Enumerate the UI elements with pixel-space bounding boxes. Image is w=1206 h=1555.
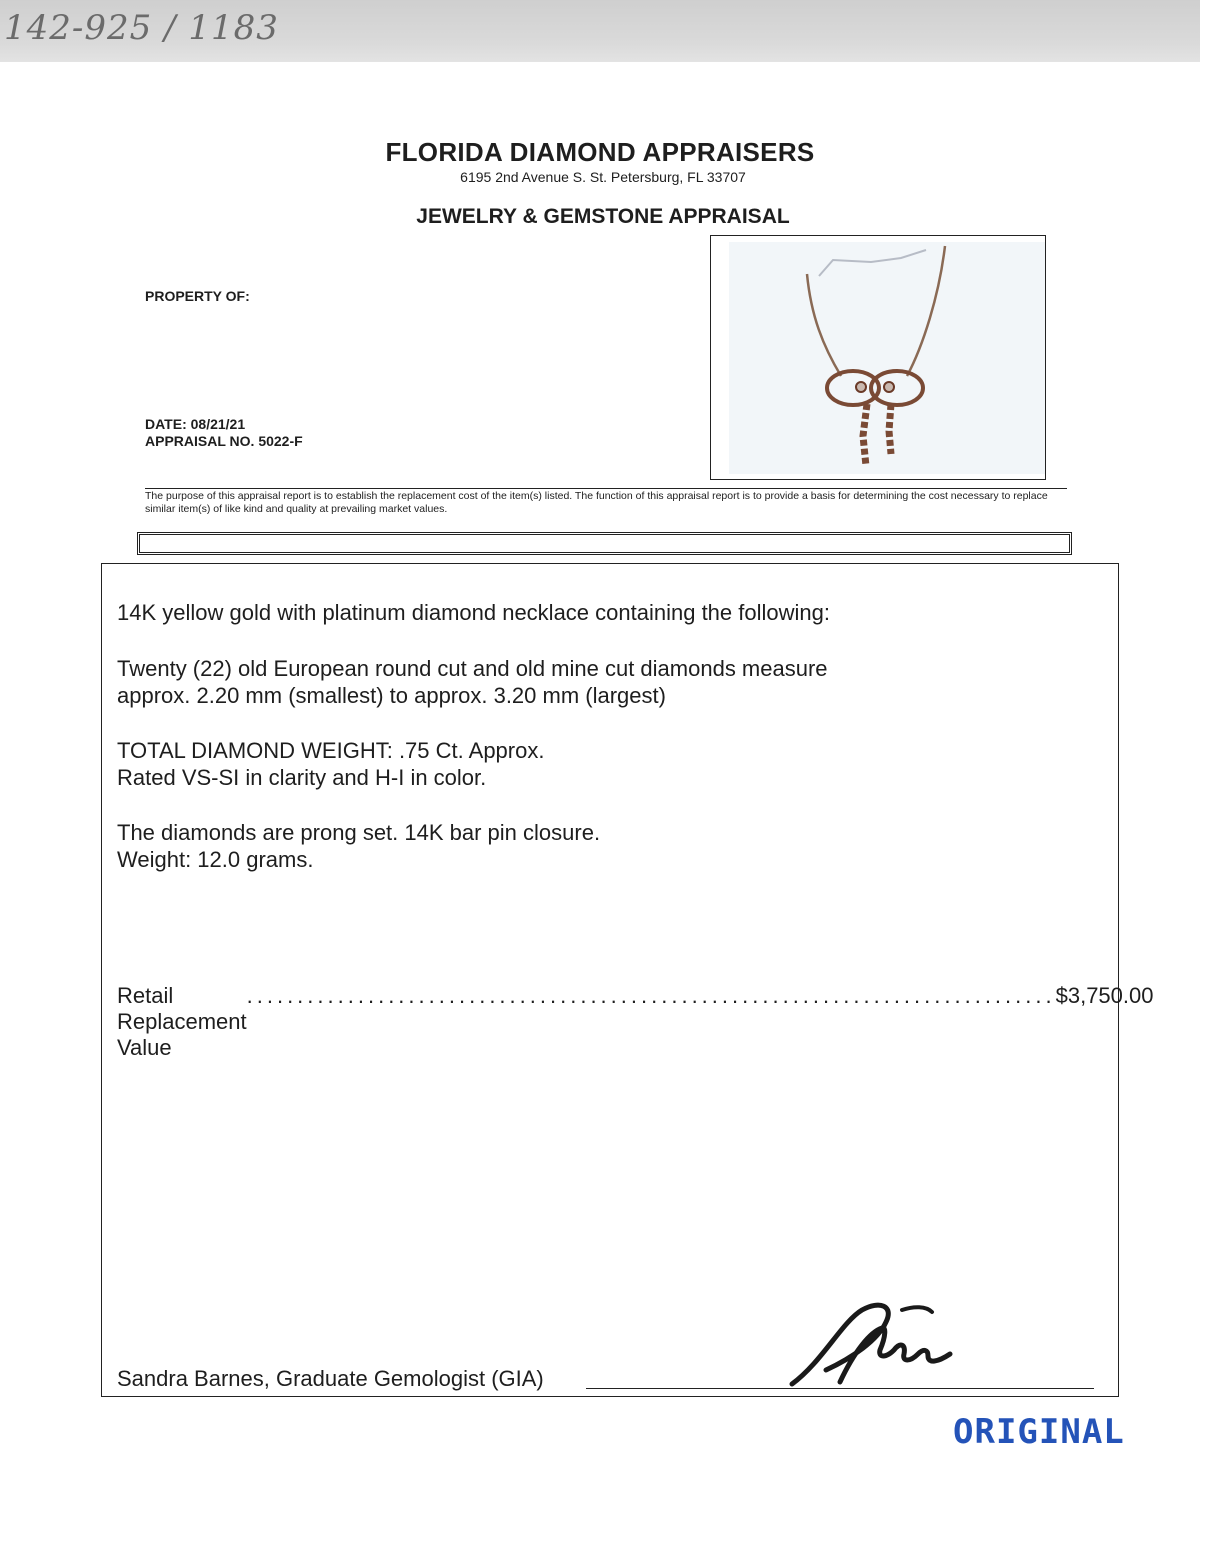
company-name: FLORIDA DIAMOND APPRAISERS [385,137,815,167]
necklace-photo-icon [711,236,1045,479]
decorative-double-box [137,532,1072,555]
valuation-label: Retail Replacement Value [117,983,247,1060]
item-weight: Weight: 12.0 grams. [117,847,314,872]
company-address: 6195 2nd Avenue S. St. Petersburg, FL 33707 [460,169,746,185]
dot-leader: ................................................................................ [246,983,1056,1008]
valuation-amount: $3,750.00 [1055,983,1154,1008]
item-intro: 14K yellow gold with platinum diamond necklace containing the following: [117,600,830,625]
diamonds-description-line1: Twenty (22) old European round cut and old mine cut diamonds measure [117,656,828,681]
diamonds-description-line2: approx. 2.20 mm (smallest) to approx. 3.20 mm (largest) [117,683,666,708]
report-title: JEWELRY & GEMSTONE APPRAISAL [416,205,790,228]
diamond-rating: Rated VS-SI in clarity and H-I in color. [117,765,487,790]
date-value: 08/21/21 [190,416,246,432]
total-diamond-weight: TOTAL DIAMOND WEIGHT: .75 Ct. Approx. [117,738,545,763]
appraisal-number-value: 5022-F [258,433,303,449]
date-label: DATE: [145,416,187,432]
item-photo-frame [710,235,1046,480]
appraisal-number-label: APPRAISAL NO. [145,433,255,449]
original-stamp: ORIGINAL [953,1412,1125,1452]
setting-description: The diamonds are prong set. 14K bar pin closure. [117,820,601,845]
property-of-label: PROPERTY OF: [145,288,250,304]
signer-name: Sandra Barnes, Graduate Gemologist (GIA) [117,1366,544,1391]
date-field [145,416,245,432]
purpose-divider [145,488,1067,489]
purpose-statement: The purpose of this appraisal report is to establish the replacement cost of the item(s) listed. The function of this appraisal report is to provide a basis for determining the cost necessary to replace similar item(s) of like kind and quality at prevailing market values. [145,490,1048,515]
retail-replacement-value-line [117,983,1154,1061]
appraisal-number-field [145,433,303,449]
signature-line [586,1388,1094,1389]
handwritten-note: 142-925 / 1183 [4,8,279,48]
signature-mark [782,1292,982,1392]
